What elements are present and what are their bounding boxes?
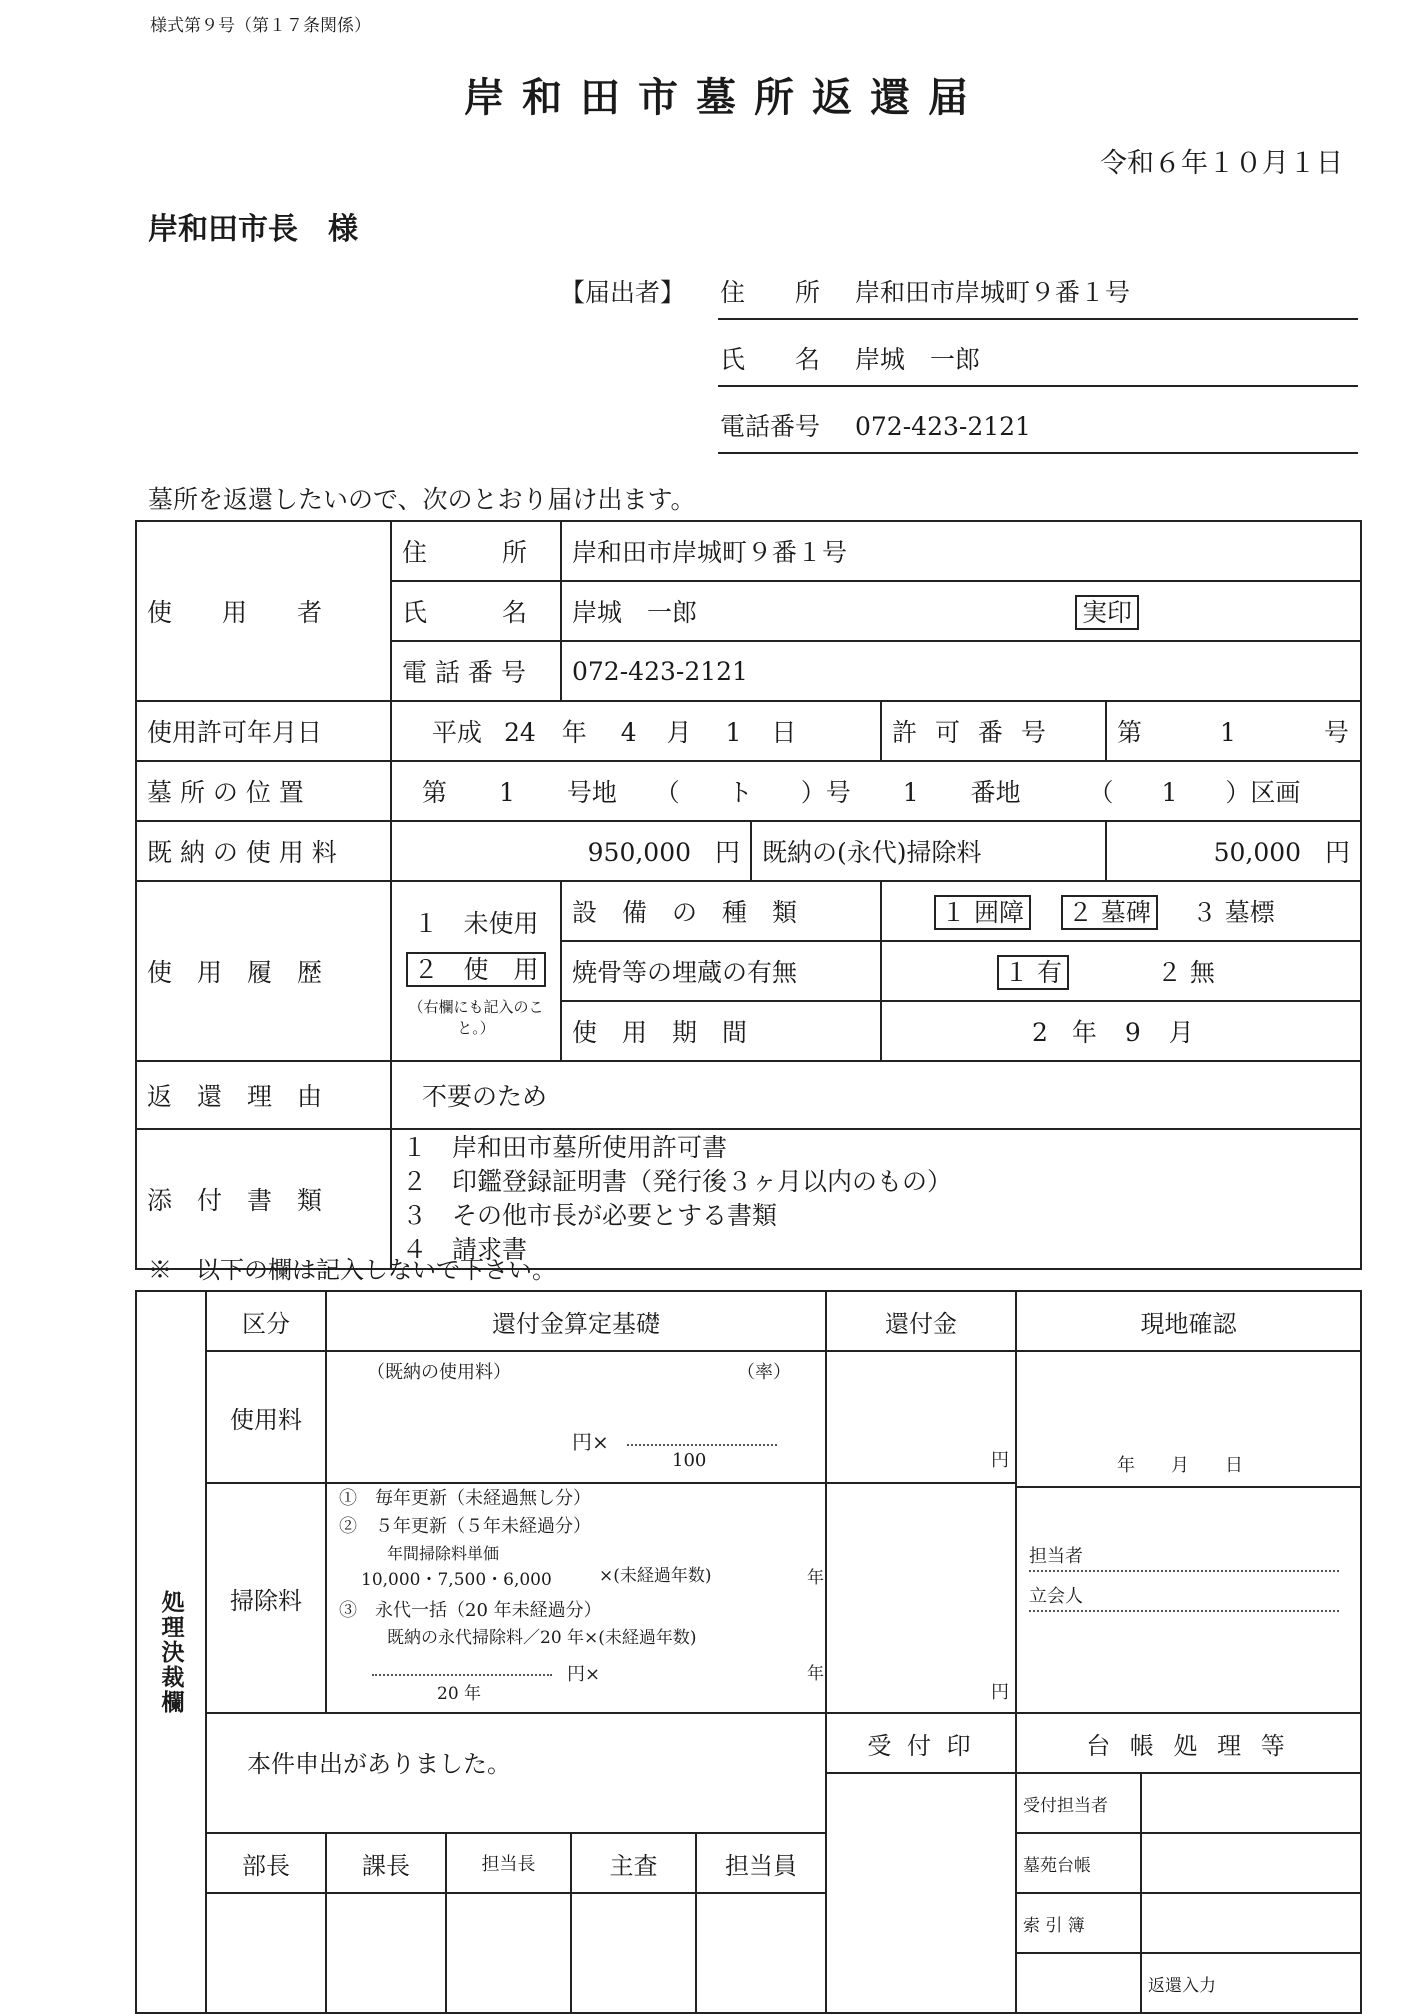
fees-amount-cell xyxy=(391,821,751,881)
location-cell xyxy=(391,761,1361,821)
equipment-label: 設 備 の 種 類 xyxy=(561,881,881,941)
history-options xyxy=(391,881,561,1061)
permit-number-label: 許 可 番 号 xyxy=(881,701,1106,761)
office-side-text: 処理決裁欄 xyxy=(157,1589,185,1715)
site-check-divider xyxy=(1017,1486,1360,1488)
loc-p3: （ xyxy=(654,778,680,807)
approver-tantocho: 担当長 xyxy=(446,1833,571,1893)
col-basis: 還付金算定基礎 xyxy=(326,1291,826,1351)
office-table xyxy=(135,1290,1362,2014)
cleaning-denominator: 20 年 xyxy=(437,1684,482,1704)
user-label: 使 用 者 xyxy=(136,521,391,701)
equipment-marker: ３ 墓標 xyxy=(1191,898,1275,927)
attachment-item: ４ 請求書 xyxy=(402,1235,528,1264)
applicant-name-label: 氏 名 xyxy=(720,345,821,374)
application-table xyxy=(135,520,1362,1270)
cleaning-year-unit-1: 年 xyxy=(807,1568,824,1588)
cleaning-line-4: 10,000・7,500・6,000 xyxy=(361,1570,552,1590)
cleaning-line-1: ① 毎年更新（未経過無し分） xyxy=(339,1488,591,1509)
permit-label: 使用許可年月日 xyxy=(136,701,391,761)
ledger-row-label: 索 引 簿 xyxy=(1016,1893,1141,1953)
reason-label: 返 還 理 由 xyxy=(136,1061,391,1129)
site-check-date: 年 月 日 xyxy=(1117,1455,1243,1476)
equipment-cell xyxy=(881,881,1361,941)
loc-v4: 1 xyxy=(1161,778,1178,807)
user-phone: 072-423-2121 xyxy=(561,641,1361,701)
user-name: 岸城 一郎 xyxy=(572,598,698,627)
loc-v2: ト xyxy=(727,778,753,807)
applicant-label: 【届出者】 xyxy=(560,278,686,307)
loc-p6: （ xyxy=(1088,778,1114,807)
history-unused: １ 未使用 xyxy=(413,909,539,938)
equipment-tombstone: ２ 墓碑 xyxy=(1061,895,1158,930)
permit-era: 平成 xyxy=(432,718,483,747)
user-name-cell xyxy=(561,581,1361,641)
applicant-name-underline xyxy=(718,385,1358,387)
intro-text: 墓所を返還したいので、次のとおり届け出ます。 xyxy=(148,485,696,514)
cleaning-fee-unit: 円 xyxy=(1325,838,1351,867)
office-notice: ※ 以下の欄は記入しないで下さい。 xyxy=(148,1256,556,1284)
addressee: 岸和田市長 様 xyxy=(148,212,358,247)
permit-month-unit: 月 xyxy=(666,718,692,747)
history-note: （右欄にも記入のこと。） xyxy=(408,998,544,1037)
approver-seal-box xyxy=(696,1893,826,2013)
loc-v3: 1 xyxy=(902,778,919,807)
user-address-label: 住 所 xyxy=(391,521,561,581)
period-year-unit: 年 xyxy=(1071,1018,1097,1047)
ledger-row-label: 返還入力 xyxy=(1141,1953,1361,2013)
loc-p1: 第 xyxy=(422,778,448,807)
attachment-item: １ 岸和田市墓所使用許可書 xyxy=(402,1133,728,1162)
site-staff-label: 担当者 xyxy=(1029,1546,1083,1567)
period-month-unit: 月 xyxy=(1168,1018,1194,1047)
approver-shusa: 主査 xyxy=(571,1833,696,1893)
row-cleaning-fee: 掃除料 xyxy=(206,1483,326,1713)
bone-label: 焼骨等の埋蔵の有無 xyxy=(561,941,881,1001)
history-used-wrap xyxy=(396,950,556,986)
page-title: 岸和田市墓所返還届 xyxy=(464,74,986,121)
ledger-row-value xyxy=(1141,1893,1361,1953)
period-months: 9 xyxy=(1124,1018,1141,1047)
applicant-phone-underline xyxy=(718,452,1358,454)
history-label: 使 用 履 歴 xyxy=(136,881,391,1061)
usage-rate: （率） xyxy=(737,1362,791,1383)
ledger-row-value xyxy=(1141,1833,1361,1893)
user-address: 岸和田市岸城町９番１号 xyxy=(561,521,1361,581)
attachments-list xyxy=(391,1129,1361,1269)
reception-stamp-label: 受 付 印 xyxy=(826,1713,1016,1773)
permit-day: 1 xyxy=(725,718,742,747)
approver-seal-box xyxy=(206,1893,326,2013)
fees-label: 既 納 の 使 用 料 xyxy=(136,821,391,881)
col-check: 現地確認 xyxy=(1016,1291,1361,1351)
applicant-phone: 072-423-2121 xyxy=(855,412,1031,441)
ledger-row-label: 受付担当者 xyxy=(1016,1773,1141,1833)
applicant-name: 岸城 一郎 xyxy=(855,345,981,374)
permit-date-cell xyxy=(391,701,881,761)
site-witness-label: 立会人 xyxy=(1029,1586,1083,1607)
cleaning-line-4b: ×(未経過年数) xyxy=(599,1566,712,1586)
permit-number-prefix: 第 xyxy=(1117,718,1143,747)
cleaning-refund-cell xyxy=(826,1483,1016,1713)
loc-p7: ）区画 xyxy=(1225,778,1301,807)
cleaning-basis-cell xyxy=(326,1483,826,1713)
cleaning-refund-yen: 円 xyxy=(991,1682,1009,1703)
reception-stamp-cell xyxy=(826,1773,1016,2013)
cleaning-fraction-line xyxy=(372,1674,552,1676)
permit-day-unit: 日 xyxy=(771,718,797,747)
usage-paid: （既納の使用料） xyxy=(367,1362,511,1383)
period-years: 2 xyxy=(1032,1018,1048,1047)
applicant-address-underline xyxy=(718,318,1358,320)
applicant-phone-label: 電話番号 xyxy=(720,412,821,441)
attachment-item: ３ その他市長が必要とする書類 xyxy=(402,1201,778,1230)
seal-mark: 実印 xyxy=(1075,595,1139,630)
period-label: 使 用 期 間 xyxy=(561,1001,881,1061)
usage-yen-x: 円× xyxy=(572,1430,609,1454)
cleaning-fee-cell xyxy=(1106,821,1361,881)
office-side-label xyxy=(136,1291,206,2013)
user-name-label: 氏 名 xyxy=(391,581,561,641)
form-number: 様式第９号（第１７条関係） xyxy=(150,16,371,36)
loc-p2: 号地 xyxy=(566,778,617,807)
loc-p5: 番地 xyxy=(970,778,1021,807)
office-spacer xyxy=(1016,1953,1141,2013)
user-phone-label: 電 話 番 号 xyxy=(391,641,561,701)
applicant-address-label: 住 所 xyxy=(720,278,821,307)
permit-year: 24 xyxy=(503,718,536,747)
cleaning-line-6: 既納の永代掃除料／20 年×(未経過年数) xyxy=(387,1628,697,1648)
site-witness-line xyxy=(1029,1610,1339,1612)
site-staff-line xyxy=(1029,1570,1339,1572)
cleaning-line-2: ② ５年更新（５年未経過分） xyxy=(339,1516,591,1537)
bone-cell xyxy=(881,941,1361,1001)
approver-seal-box xyxy=(326,1893,446,2013)
usage-refund-cell xyxy=(826,1351,1016,1483)
ledger-row-value xyxy=(1141,1773,1361,1833)
submission-date: 令和６年１０月１日 xyxy=(1100,148,1343,179)
equipment-fence: １ 囲障 xyxy=(934,895,1031,930)
col-refund: 還付金 xyxy=(826,1291,1016,1351)
ledger-label: 台 帳 処 理 等 xyxy=(1016,1713,1361,1773)
bone-no: ２ 無 xyxy=(1156,958,1215,987)
permit-year-unit: 年 xyxy=(561,718,587,747)
attachment-item: ２ 印鑑登録証明書（発行後３ヶ月以内のもの） xyxy=(402,1167,953,1196)
permit-number: 1 xyxy=(1219,718,1236,747)
fees-unit: 円 xyxy=(714,838,740,867)
approver-kacho: 課長 xyxy=(326,1833,446,1893)
cleaning-fee-amount: 50,000 xyxy=(1213,838,1302,867)
bone-yes: １ 有 xyxy=(997,955,1069,990)
accepted-text: 本件申出がありました。 xyxy=(206,1713,826,1833)
location-label: 墓 所 の 位 置 xyxy=(136,761,391,821)
cleaning-year-unit-2: 年 xyxy=(807,1664,824,1684)
col-kubun: 区分 xyxy=(206,1291,326,1351)
attachments-label: 添 付 書 類 xyxy=(136,1129,391,1269)
fees-amount: 950,000 xyxy=(587,838,692,867)
usage-denominator: 100 xyxy=(672,1450,707,1471)
permit-number-suffix: 号 xyxy=(1323,718,1349,747)
reason-value: 不要のため xyxy=(391,1061,1361,1129)
permit-number-cell xyxy=(1106,701,1361,761)
ledger-row-label: 墓苑台帳 xyxy=(1016,1833,1141,1893)
cleaning-fee-label: 既納の(永代)掃除料 xyxy=(751,821,1106,881)
approver-bucho: 部長 xyxy=(206,1833,326,1893)
approver-tantoin: 担当員 xyxy=(696,1833,826,1893)
usage-basis-cell xyxy=(326,1351,826,1483)
cleaning-line-3: 年間掃除料単価 xyxy=(387,1544,500,1563)
approver-seal-box xyxy=(446,1893,571,2013)
approver-seal-box xyxy=(571,1893,696,2013)
history-used: ２ 使 用 xyxy=(406,952,545,987)
usage-fraction-line xyxy=(627,1444,777,1446)
cleaning-yen-x: 円× xyxy=(567,1664,601,1685)
row-usage-fee: 使用料 xyxy=(206,1351,326,1483)
loc-p4: ）号 xyxy=(800,778,851,807)
usage-refund-yen: 円 xyxy=(991,1450,1009,1471)
permit-month: 4 xyxy=(620,718,637,747)
site-check-cell xyxy=(1016,1351,1361,1713)
cleaning-line-5: ③ 永代一括（20 年未経過分） xyxy=(339,1600,602,1621)
loc-v1: 1 xyxy=(498,778,515,807)
period-cell xyxy=(881,1001,1361,1061)
applicant-address: 岸和田市岸城町９番１号 xyxy=(855,278,1131,307)
